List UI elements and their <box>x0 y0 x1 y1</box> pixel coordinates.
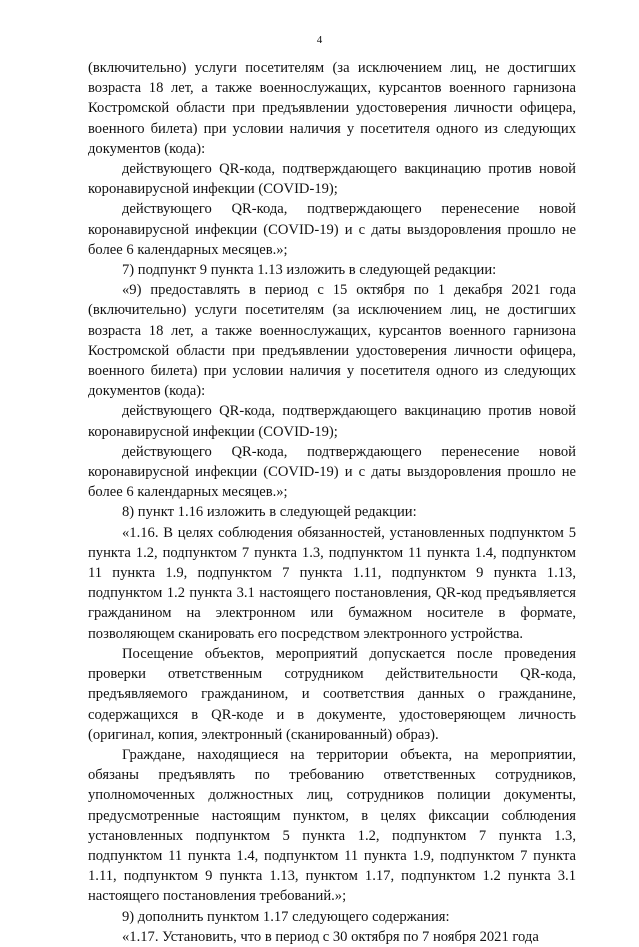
paragraph: (включительно) услуги посетителям (за исключением лиц, не достигших возраста 18 лет, а также военнослужащих, курсантов военного гарнизона Костромской области при предъявлении удостоверения личности офицера, военного билета) при условии наличия у посетителя одного из следующих документов (кода): <box>88 60 576 157</box>
page-number: 4 <box>316 34 323 46</box>
paragraph: действующего QR-кода, подтверждающего перенесение новой коронавирусной инфекции (COVID-19) и с даты выздоровления прошло не более 6 календарных месяцев.»; <box>88 443 576 501</box>
paragraph: 9) дополнить пунктом 1.17 следующего содержания: <box>122 908 450 925</box>
document-body <box>88 58 576 947</box>
paragraph: действующего QR-кода, подтверждающего вакцинацию против новой коронавирусной инфекции (COVID-19); <box>88 403 576 440</box>
paragraph: Посещение объектов, мероприятий допускается после проведения проверки ответственным сотрудником действительности QR-кода, предъявляемого гражданином, и соответствия данных о гражданине, содержащихся в QR-коде и в документе, удостоверяющем личность (оригинал, копия, электронный (сканированный) образ). <box>88 645 576 743</box>
paragraph: «1.17. Установить, что в период с 30 октября по 7 ноября 2021 года <box>122 928 539 945</box>
paragraph: 8) пункт 1.16 изложить в следующей редакции: <box>122 504 417 521</box>
paragraph: «1.16. В целях соблюдения обязанностей, установленных подпунктом 5 пункта 1.2, подпунктом 7 пункта 1.3, подпунктом 11 пункта 1.4, подпунктом 11 пункта 1.9, подпунктом 7 пункта 1.11, подпунктом 9 пункта 1.13, подпунктом 1.2 пункта 3.1 настоящего постановления, QR-код предъявляется гражданином на электронном или бумажном носителе в формате, позволяющем сканировать его посредством электронного устройства. <box>88 524 576 642</box>
paragraph: действующего QR-кода, подтверждающего вакцинацию против новой коронавирусной инфекции (COVID-19); <box>88 161 576 198</box>
paragraph: Граждане, находящиеся на территории объекта, на мероприятии, обязаны предъявлять по требованию ответственных сотрудников, уполномоченных должностных лиц, сотрудников полиции документы, предусмотренные настоящим пунктом, в целях фиксации соблюдения установленных подпунктом 5 пункта 1.2, подпунктом 7 пункта 1.3, подпунктом 11 пункта 1.4, подпунктом 11 пункта 1.9, подпунктом 7 пункта 1.11, подпунктом 9 пункта 1.13, пунктом 1.17, подпунктом 1.2 пункта 3.1 настоящего постановления требований.»; <box>88 746 576 905</box>
paragraph: действующего QR-кода, подтверждающего перенесение новой коронавирусной инфекции (COVID-19) и с даты выздоровления прошло не более 6 календарных месяцев.»; <box>88 201 576 258</box>
paragraph: 7) подпункт 9 пункта 1.13 изложить в следующей редакции: <box>122 262 497 279</box>
paragraph: «9) предоставлять в период с 15 октября по 1 декабря 2021 года (включительно) услуги посетителям (за исключением лиц, не достигших возраста 18 лет, а также военнослужащих, курсантов военного гарнизона Костромской области при предъявлении удостоверения личности офицера, военного билета) при условии наличия у посетителя одного из следующих документов (кода): <box>88 282 576 400</box>
